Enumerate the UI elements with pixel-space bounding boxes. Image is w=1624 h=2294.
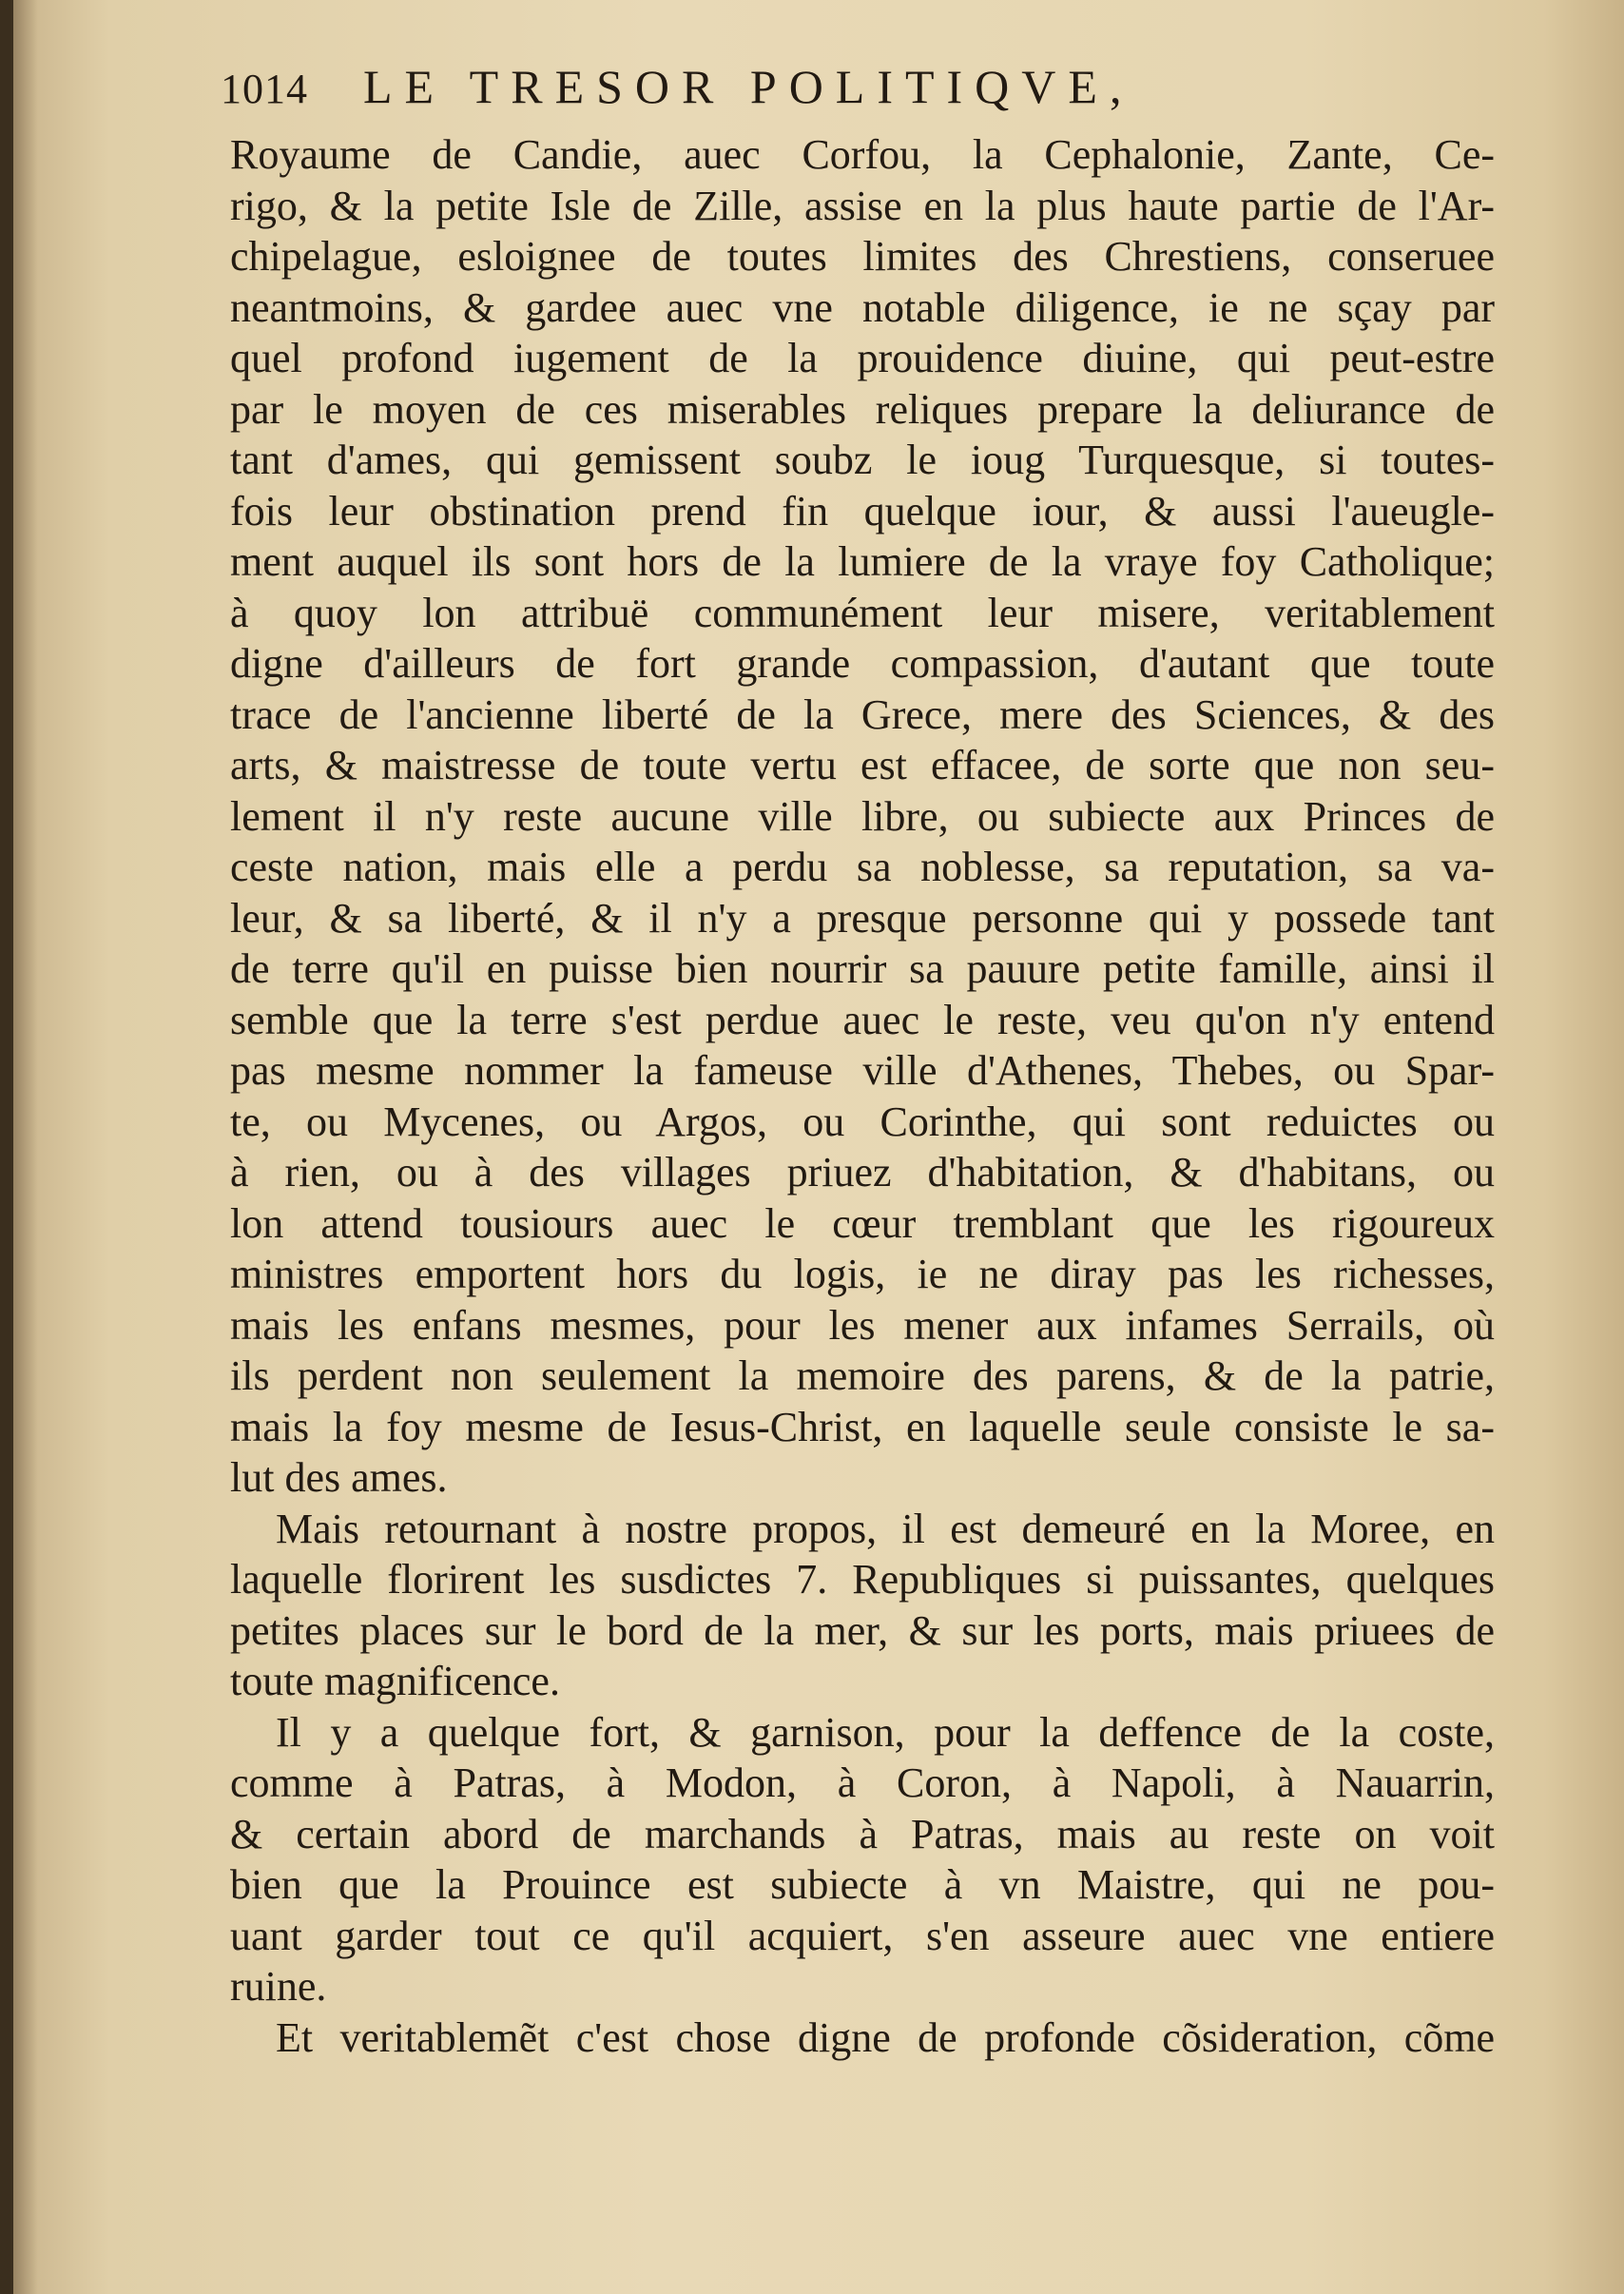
text-line: chipelague, esloignee de toutes limites des Chrestiens, conseruee	[230, 233, 1495, 280]
text-line: digne d'ailleurs de fort grande compassion, d'autant que toute	[230, 640, 1495, 687]
text-line: petites places sur le bord de la mer, & sur les ports, mais priuees de	[230, 1606, 1495, 1654]
text-line: lut des ames.	[230, 1454, 448, 1501]
running-title: LE TRESOR POLITIQVE,	[363, 60, 1134, 113]
text-line: Il y a quelque fort, & garnison, pour la deffence de la coste,	[276, 1708, 1495, 1756]
text-line: arts, & maistresse de toute vertu est effacee, de sorte que non seu-	[230, 742, 1495, 788]
text-line: de terre qu'il en puisse bien nourrir sa pauure petite famille, ainsi il	[230, 945, 1495, 992]
text-line: ils perdent non seulement la memoire des parens, & de la patrie,	[230, 1352, 1495, 1399]
text-line: à rien, ou à des villages priuez d'habitation, & d'habitans, ou	[230, 1149, 1495, 1196]
text-line: leur, & sa liberté, & il n'y a presque personne qui y possede tant	[230, 894, 1495, 942]
text-line: neantmoins, & gardee auec vne notable diligence, ie ne sçay par	[230, 283, 1495, 331]
text-line: par le moyen de ces miserables reliques prepare la deliurance de	[230, 385, 1495, 433]
text-line: & certain abord de marchands à Patras, mais au reste on voit	[230, 1810, 1495, 1857]
text-line: te, ou Mycenes, ou Argos, ou Corinthe, qui sont reduictes ou	[230, 1098, 1495, 1145]
text-line: quel profond iugement de la prouidence diuine, qui peut-estre	[230, 335, 1495, 381]
text-line: mais les enfans mesmes, pour les mener aux infames Serrails, où	[230, 1301, 1495, 1349]
text-line: bien que la Prouince est subiecte à vn Maistre, qui ne pou-	[230, 1861, 1495, 1908]
text-line: Royaume de Candie, auec Corfou, la Cephalonie, Zante, Ce-	[230, 131, 1495, 178]
text-line: fois leur obstination prend fin quelque iour, & aussi l'aueugle-	[230, 487, 1495, 535]
text-line: à quoy lon attribuë communément leur misere, veritablement	[230, 589, 1495, 636]
text-line: trace de l'ancienne liberté de la Grece, mere des Sciences, & des	[230, 690, 1495, 738]
text-line: pas mesme nommer la fameuse ville d'Athenes, Thebes, ou Spar-	[230, 1047, 1495, 1094]
text-line: rigo, & la petite Isle de Zille, assise en la plus haute partie de l'Ar-	[230, 182, 1495, 229]
text-line: uant garder tout ce qu'il acquiert, s'en asseure auec vne entiere	[230, 1912, 1495, 1959]
text-line: ministres emportent hors du logis, ie ne diray pas les richesses,	[230, 1251, 1495, 1297]
text-line: comme à Patras, à Modon, à Coron, à Napoli, à Nauarrin,	[230, 1759, 1495, 1806]
running-head	[221, 59, 1343, 126]
text-line: ruine.	[230, 1963, 327, 2010]
text-line: toute magnificence.	[230, 1658, 560, 1704]
text-line: mais la foy mesme de Iesus-Christ, en laquelle seule consiste le sa-	[230, 1403, 1495, 1450]
text-line: semble que la terre s'est perdue auec le reste, veu qu'on n'y entend	[230, 996, 1495, 1043]
text-line: Mais retournant à nostre propos, il est demeuré en la Moree, en	[276, 1505, 1495, 1552]
text-line: ceste nation, mais elle a perdu sa noblesse, sa reputation, sa va-	[230, 844, 1495, 890]
text-block	[230, 129, 1495, 2063]
book-page	[13, 0, 1624, 2294]
spine-shadow	[13, 0, 38, 2294]
text-line: tant d'ames, qui gemissent soubz le ioug Turquesque, si toutes-	[230, 437, 1495, 483]
page-number: 1014	[221, 66, 308, 112]
text-line: Et veritablemẽt c'est chose digne de profonde cõsideration, cõme	[276, 2013, 1495, 2061]
text-line: laquelle florirent les susdictes 7. Republiques si puissantes, quelques	[230, 1556, 1495, 1603]
text-line: ment auquel ils sont hors de la lumiere de la vraye foy Catholique;	[230, 538, 1495, 585]
text-line: lement il n'y reste aucune ville libre, ou subiecte aux Princes de	[230, 792, 1495, 840]
text-line: lon attend tousiours auec le cœur tremblant que les rigoureux	[230, 1199, 1495, 1247]
